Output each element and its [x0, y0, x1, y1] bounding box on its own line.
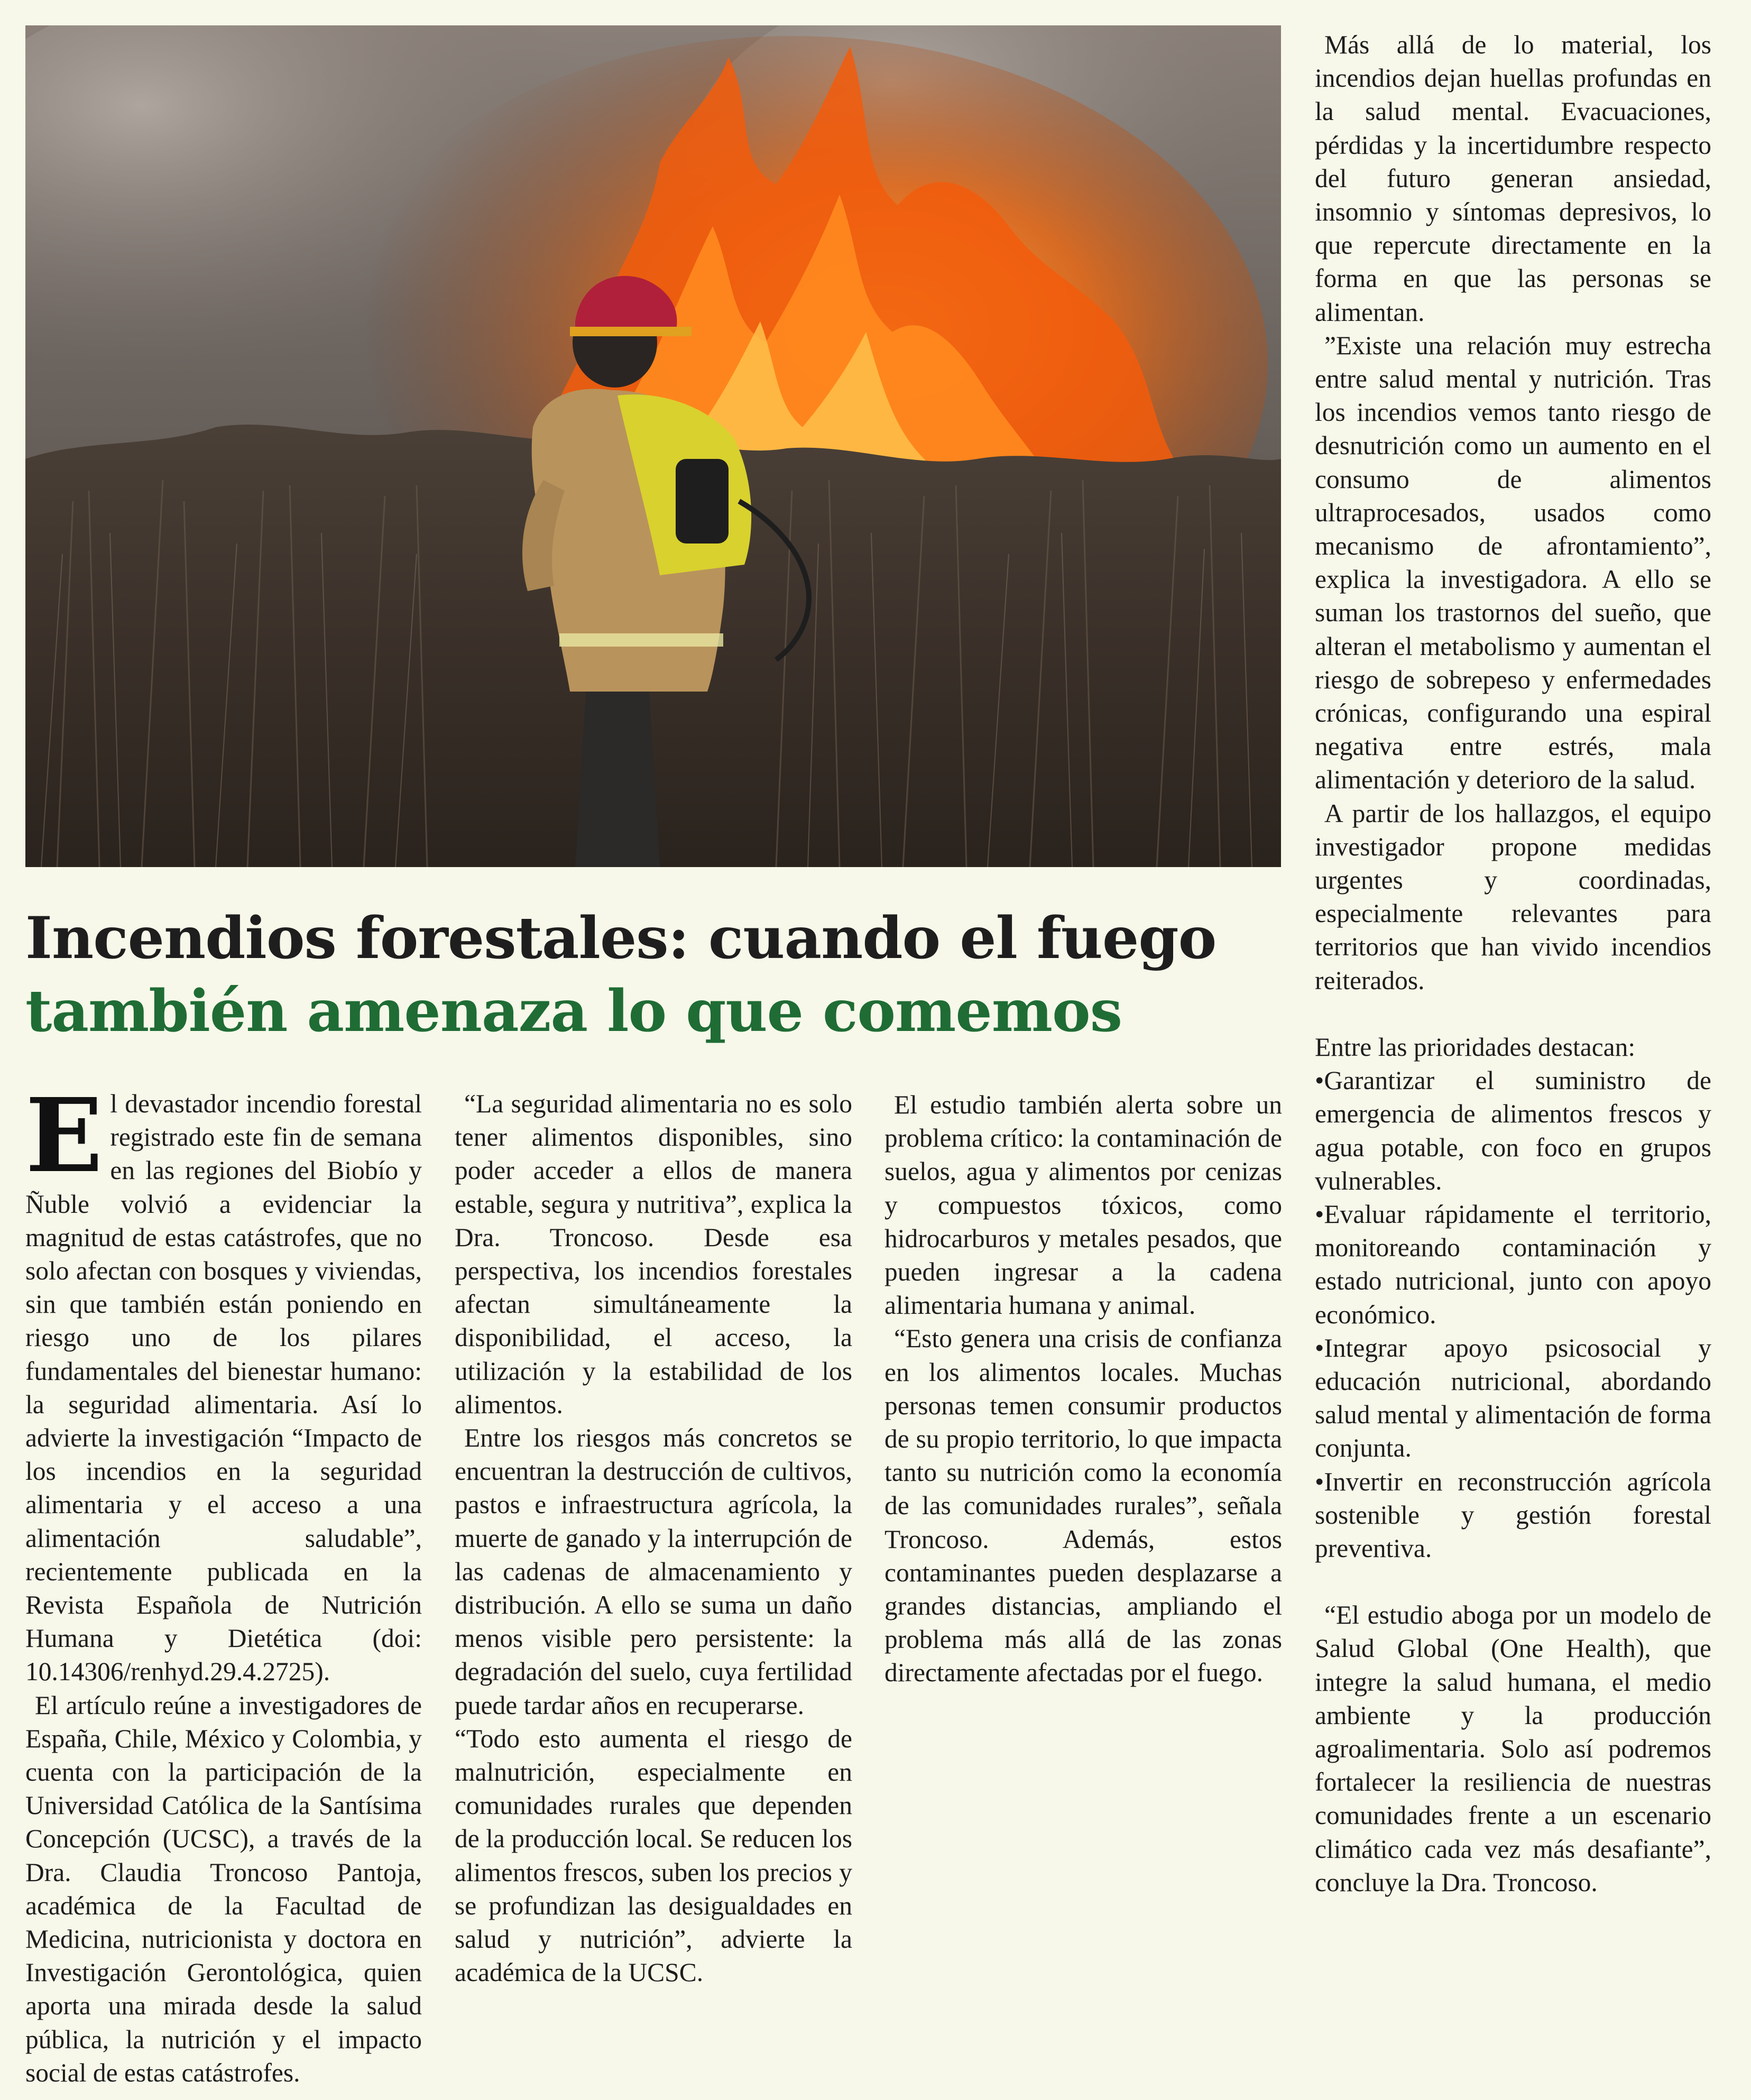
- paragraph: ”Existe una relación muy estrecha entre salud mental y nutrición. Tras los incendios vemos tanto riesgo de desnutrición como un aumento en el consumo de alimentos ultraprocesados, usados como mecanismo de afrontamiento”, explica la investigadora. A ello se suman los trastornos del sueño, que alteran el metabolismo y aumentan el riesgo de sobrepeso y enfermedades crónicas, configurando una espiral negativa entre estrés, mala alimentación y deterioro de la salud.: [1315, 330, 1711, 795]
- article-column-1: [25, 1076, 422, 2089]
- headline-line2: también amenaza lo que comemos: [25, 977, 1122, 1045]
- article-photo: [25, 25, 1281, 867]
- paragraph: Entre los riesgos más concretos se encuentran la destrucción de cultivos, pastos e infraestructura agrícola, la muerte de ganado y la interrupción de las cadenas de almacenamiento y distribución. A ello se suma un daño menos visible pero persistente: la degradación del suelo, cuya fertilidad puede tardar años en recuperarse.: [455, 1423, 852, 1720]
- paragraph: “La seguridad alimentaria no es solo tener alimentos disponibles, sino poder acceder a ellos de manera estable, segura y nutritiva”, explica la Dra. Troncoso. Desde esa perspectiva, los incendios forestales afectan simultáneamente la disponibilidad, el acceso, la utilización y la estabilidad de los alimentos.: [455, 1089, 852, 1419]
- bullet-item: • Integrar apoyo psicosocial y educación nutricional, abordando salud mental y alimentación de forma conjunta.: [1315, 1331, 1711, 1465]
- paragraph-intro: l devastador incendio forestal registrado este fin de semana en las regiones del Biobío y Ñuble volvió a evidenciar la magnitud de estas catástrofes, que no solo afectan con bosques y viviendas, sin que también están poniendo en riesgo uno de los pilares fundamentales del bienestar humano: la seguridad alimentaria. Así lo advierte la investigación “Impacto de los incendios en la seguridad alimentaria y el acceso a una alimentación saludable”, recientemente publicada en la Revista Española de Nutrición Humana y Dietética (doi: 10.14306/renhyd.29.4.2725).: [25, 1089, 422, 1687]
- bullet-item: • Invertir en reconstrucción agrícola sostenible y gestión forestal preventiva.: [1315, 1465, 1711, 1565]
- drop-cap: E: [25, 1076, 103, 1195]
- headline: [25, 901, 1284, 1047]
- paragraph: Más allá de lo material, los incendios dejan huellas profundas en la salud mental. Evacuaciones, pérdidas y la incertidumbre respecto del futuro generan ansiedad, insomnio y síntomas depresivos, lo que repercute directamente en la forma en que las personas se alimentan.: [1315, 30, 1711, 327]
- paragraph: “Esto genera una crisis de confianza en los alimentos locales. Muchas personas temen consumir productos de su propio territorio, lo que impacta tanto su nutrición como la economía de las comunidades rurales”, señala Troncoso. Además, estos contaminantes pueden desplazarse a grandes distancias, ampliando el problema más allá de las zonas directamente afectadas por el fuego.: [884, 1324, 1282, 1688]
- paragraph: El artículo reúne a investigadores de España, Chile, México y Colombia, y cuenta con la participación de la Universidad Católica de la Santísima Concepción (UCSC), a través de la Dra. Claudia Troncoso Pantoja, académica de la Facultad de Medicina, nutricionista y doctora en Investigación Gerontológica, quien aporta una mirada desde la salud pública, la nutrición y el impacto social de estas catástrofes.: [25, 1690, 422, 2087]
- paragraph: “Todo esto aumenta el riesgo de malnutrición, especialmente en comunidades rurales que dependen de la producción local. Se reducen los alimentos frescos, suben los precios y se profundizan las desigualdades en salud y nutrición”, advierte la académica de la UCSC.: [455, 1724, 852, 1987]
- bullet-item: • Garantizar el suministro de emergencia de alimentos frescos y agua potable, con foco en grupos vulnerables.: [1315, 1064, 1711, 1198]
- spacer: [1315, 1565, 1711, 1598]
- article-column-2: [455, 1087, 852, 1989]
- firefighter-wildfire-photo: [25, 25, 1281, 867]
- headline-line1: Incendios forestales: cuando el fuego: [25, 904, 1217, 972]
- article-column-3: [884, 1088, 1282, 1690]
- paragraph-closing-quote: “El estudio aboga por un modelo de Salud Global (One Health), que integre la salud humana, el medio ambiente y la producción agroalimentaria. Solo así podremos fortalecer la resiliencia de nuestras comunidades frente a un escenario climático cada vez más desafiante”, concluye la Dra. Troncoso.: [1315, 1600, 1711, 1897]
- bullet-item: • Evaluar rápidamente el territorio, monitoreando contaminación y estado nutricional, junto con apoyo económico.: [1315, 1198, 1711, 1331]
- paragraph: El estudio también alerta sobre un problema crítico: la contaminación de suelos, agua y alimentos por cenizas y compuestos tóxicos, como hidrocarburos y metales pesados, que pueden ingresar a la cadena alimentaria humana y animal.: [884, 1090, 1282, 1320]
- spacer: [1315, 997, 1711, 1030]
- article-column-4: [1315, 28, 1711, 1899]
- paragraph: A partir de los hallazgos, el equipo investigador propone medidas urgentes y coordinadas, especialmente relevantes para territorios que han vivido incendios reiterados.: [1315, 798, 1711, 995]
- priorities-title: Entre las prioridades destacan:: [1315, 1032, 1636, 1062]
